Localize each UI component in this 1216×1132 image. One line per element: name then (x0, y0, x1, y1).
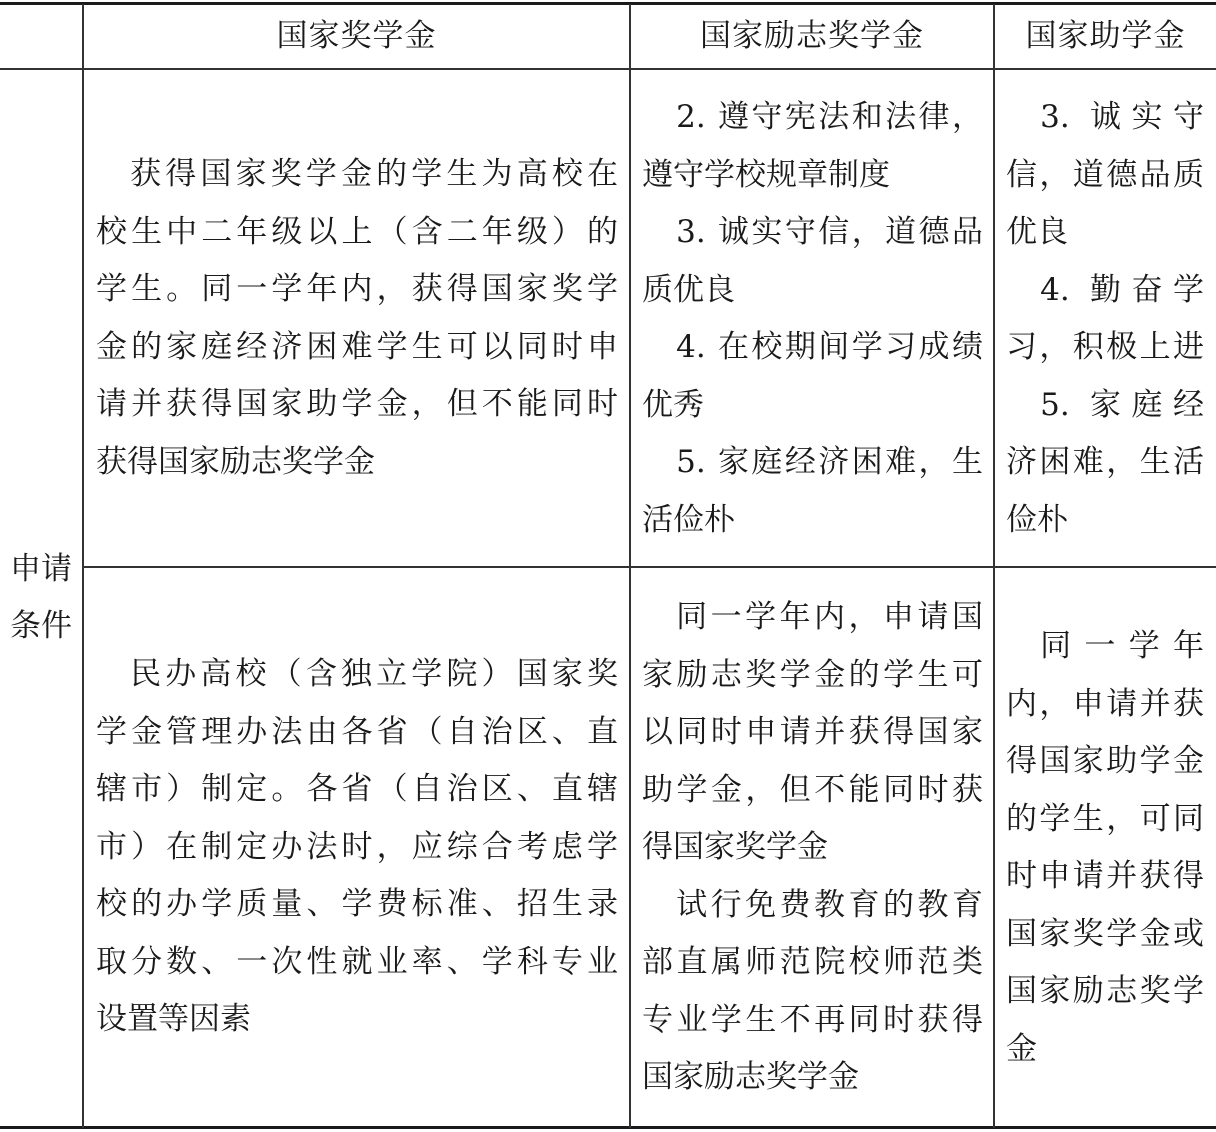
text-line: 校生中二年级以上（含二年级）的 (96, 213, 618, 250)
header-col1: 国家奖学金 (276, 18, 437, 54)
text-line: 国家励志奖学 (1006, 973, 1204, 1009)
text-line: 优秀 (642, 386, 704, 423)
text-line: 的学生，可同 (1006, 800, 1204, 837)
text-line: 以同时申请并获得国家 (642, 714, 983, 750)
bottom-rule (0, 1126, 1216, 1129)
header-col2: 国家励志奖学金 (700, 18, 924, 54)
text-line: 部直属师范院校师范类 (642, 944, 983, 980)
text-line: 优良 (1006, 214, 1068, 250)
col-divider-1 (82, 4, 84, 1128)
text-line: 得国家助学金 (1006, 743, 1204, 779)
text-line: 金的家庭经济困难学生可以同时申 (96, 328, 618, 365)
text-line: 济困难，生活 (1006, 444, 1204, 480)
text-line: 设置等因素 (96, 1001, 251, 1037)
text-line: 活俭朴 (642, 501, 735, 538)
col-divider-2 (629, 4, 631, 1128)
text-line: 学生。同一学年内，获得国家奖学 (96, 271, 618, 307)
text-line: 同一学年 (1040, 628, 1204, 664)
middle-rule (82, 566, 1216, 568)
text-line: 得国家奖学金 (642, 829, 828, 865)
text-line: 俭朴 (1006, 501, 1068, 538)
lower-col3-text (1006, 618, 1204, 1078)
header-col3: 国家助学金 (1025, 18, 1186, 54)
row-label (0, 541, 82, 655)
text-line: 国家奖学金或 (1006, 915, 1204, 952)
text-line: 试行免费教育的教育 (676, 886, 983, 923)
text-line: 5. 家庭经济困难，生 (676, 444, 983, 480)
text-line: 取分数、一次性就业率、学科专业 (96, 943, 618, 980)
col-divider-3 (993, 4, 995, 1128)
text-line: 遵守学校规章制度 (642, 156, 890, 193)
lower-col1-text (96, 646, 618, 1049)
text-line: 学金管理办法由各省（自治区、直 (96, 713, 618, 750)
text-line: 5. 家庭经 (1040, 386, 1204, 423)
text-line: 市）在制定办法时，应综合考虑学 (96, 828, 618, 865)
row-label-line2: 条件 (10, 608, 72, 644)
text-line: 4. 在校期间学习成绩 (676, 329, 983, 365)
text-line: 校的办学质量、学费标准、招生录 (96, 886, 618, 922)
text-line: 3. 诚实守 (1040, 99, 1204, 135)
text-line: 请并获得国家助学金，但不能同时 (96, 386, 618, 422)
text-line: 4. 勤奋学 (1040, 271, 1204, 308)
row-label-line1: 申请 (10, 551, 72, 587)
lower-col2-text (642, 589, 983, 1107)
text-line: 3. 诚实守信，道德品 (676, 214, 983, 250)
text-line: 获得国家奖学金的学生为高校在 (130, 156, 618, 192)
text-line: 2. 遵守宪法和法律， (676, 99, 983, 135)
text-line: 专业学生不再同时获得 (642, 1001, 983, 1038)
text-line: 质优良 (642, 271, 735, 308)
text-line: 信，道德品质 (1006, 156, 1204, 193)
text-line: 民办高校（含独立学院）国家奖 (130, 656, 618, 692)
text-line: 同一学年内，申请国 (676, 599, 983, 635)
upper-col1-text (96, 146, 618, 491)
text-line: 时申请并获得 (1006, 858, 1204, 894)
text-line: 辖市）制定。各省（自治区、直辖 (96, 771, 618, 807)
text-line: 获得国家励志奖学金 (96, 443, 375, 480)
text-line: 国家励志奖学金 (642, 1059, 859, 1095)
text-line: 习，积极上进 (1006, 329, 1204, 365)
text-line: 家励志奖学金的学生可 (642, 656, 983, 693)
text-line: 内，申请并获 (1006, 685, 1204, 722)
upper-col3-text (1006, 89, 1204, 549)
text-line: 助学金，但不能同时获 (642, 771, 983, 808)
upper-col2-text (642, 89, 983, 549)
text-line: 金 (1006, 1030, 1037, 1067)
